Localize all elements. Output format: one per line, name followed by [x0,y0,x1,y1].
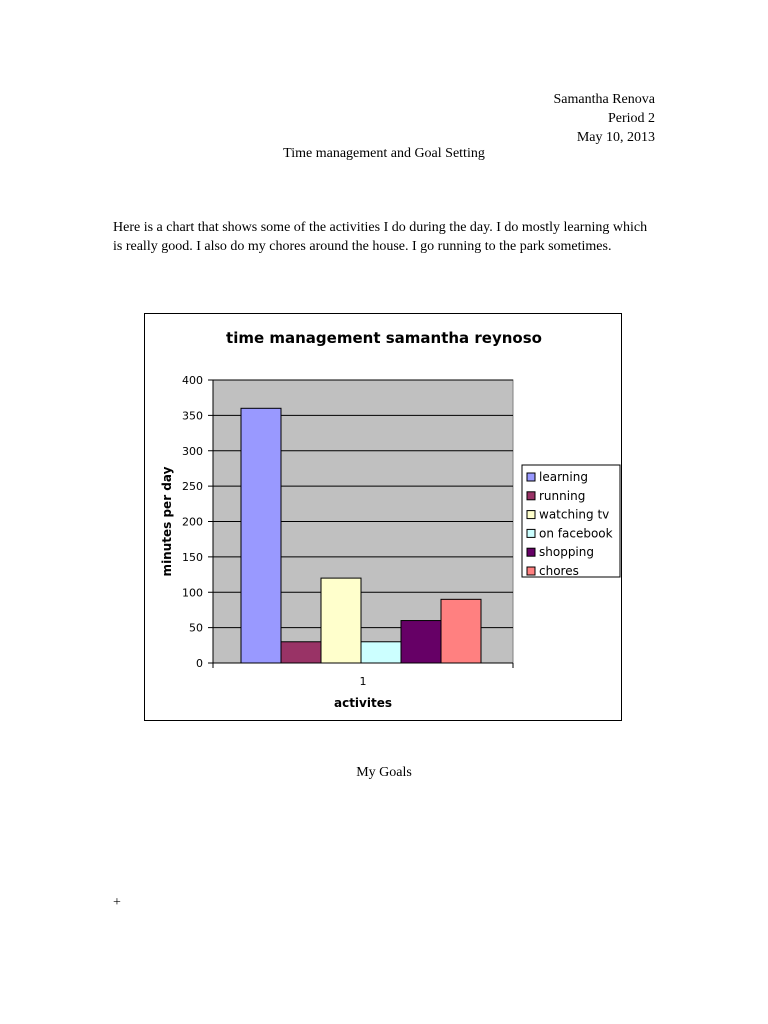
y-tick-label: 0 [196,657,203,670]
y-tick-label: 150 [182,550,203,564]
y-tick-label: 300 [182,444,203,458]
intro-paragraph: Here is a chart that shows some of the activities I do during the day. I do mostly learning which is really good. I also do my chores around the house. I go running to the park sometimes. [113,220,648,254]
x-axis-label: activites [333,696,393,710]
y-tick-label: 250 [182,480,203,494]
x-tick-label: 1 [359,675,367,688]
bar-chores [441,599,481,663]
bar-on-facebook [361,642,401,663]
legend-label: running [539,488,586,503]
author-name: Samantha Renova [553,92,655,107]
legend-swatch [527,529,535,537]
y-axis-label: minutes per day [160,466,174,577]
chart-title: time management samantha reynoso [226,329,542,347]
legend-swatch [527,548,535,556]
y-tick-label: 400 [182,374,203,387]
legend-label: watching tv [539,507,610,522]
y-tick-label: 100 [182,586,203,600]
y-tick-label: 50 [189,621,203,635]
document-date: May 10, 2013 [576,130,655,145]
bar-shopping [401,621,441,663]
bar-learning [241,408,281,663]
bar-running [281,642,321,663]
class-period: Period 2 [607,111,655,126]
bar-chart [145,314,623,722]
legend-label: shopping [539,545,594,560]
trailing-mark: + [113,895,121,910]
chart-frame [144,313,622,721]
legend-label: on facebook [539,526,613,541]
y-tick-label: 200 [182,515,203,529]
legend-label: learning [539,470,588,484]
bar-watching-tv [321,578,361,663]
y-tick-label: 350 [182,409,203,423]
legend-swatch [527,473,535,481]
document-title: Time management and Goal Setting [283,146,485,161]
goals-heading: My Goals [356,765,412,780]
legend-swatch [527,567,535,575]
legend-swatch [527,492,535,500]
legend-swatch [527,511,535,519]
header-block [554,90,655,147]
legend-label: chores [539,564,579,578]
